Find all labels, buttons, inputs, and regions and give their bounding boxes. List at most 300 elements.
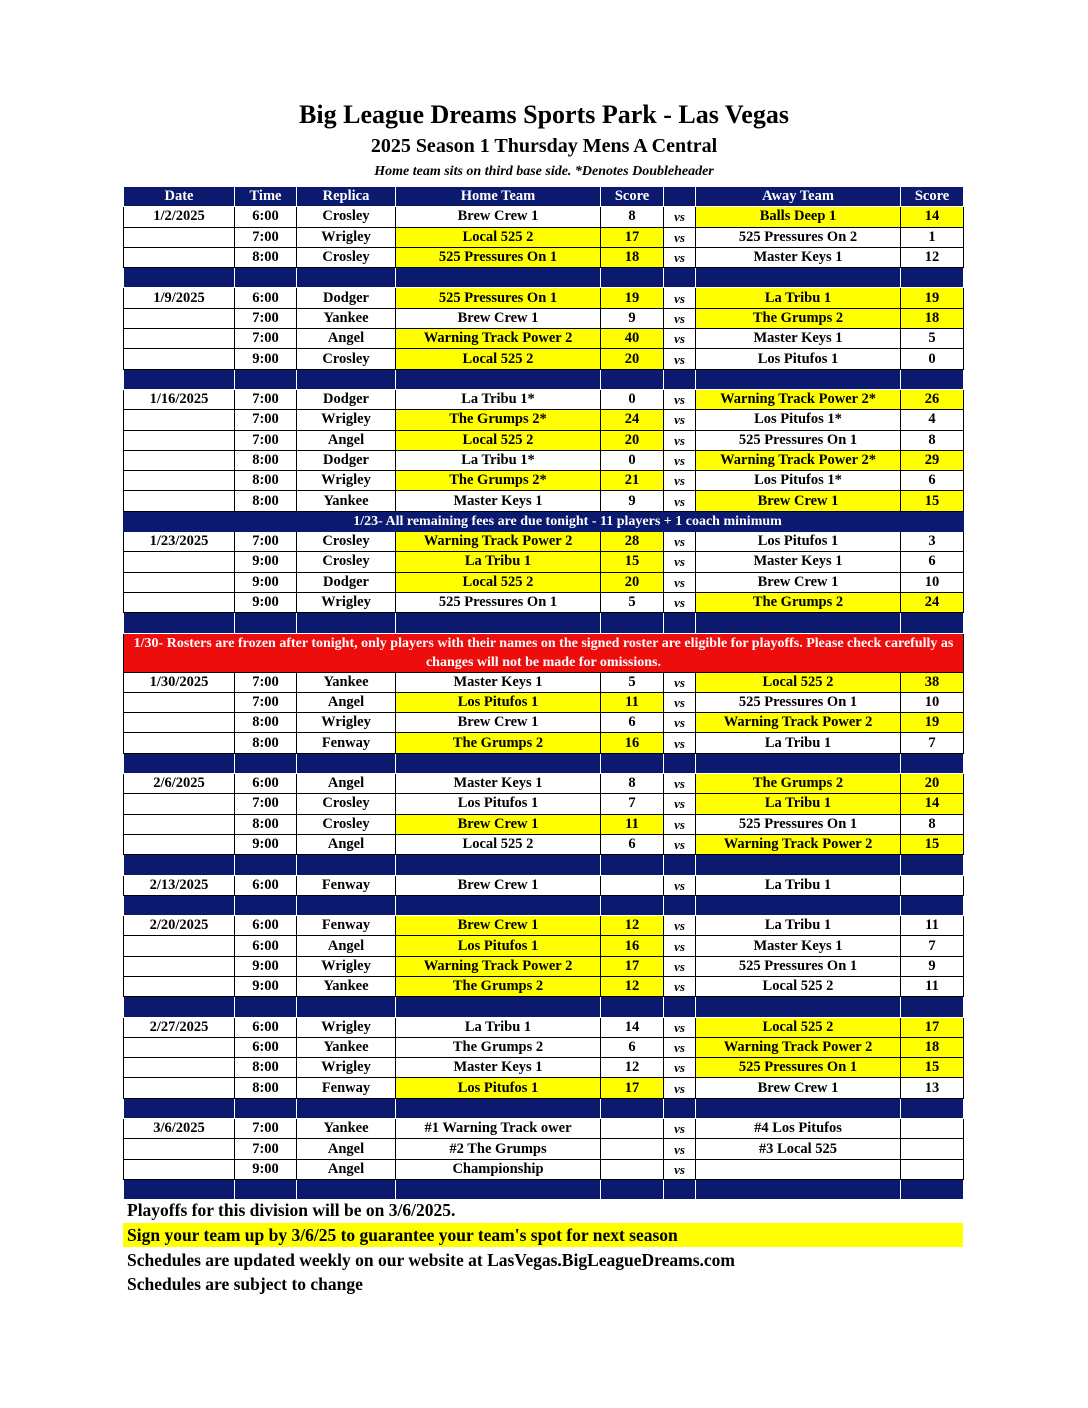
home-score: 12	[601, 916, 664, 936]
home-score: 20	[601, 572, 664, 592]
game-date	[124, 936, 235, 956]
home-score: 21	[601, 471, 664, 491]
away-score: 1	[901, 227, 964, 247]
game-time: 8:00	[235, 247, 297, 267]
separator-cell	[901, 613, 964, 633]
separator-cell	[601, 895, 664, 915]
vs-label: vs	[664, 733, 696, 753]
away-score: 18	[901, 308, 964, 328]
game-date	[124, 814, 235, 834]
game-field: Fenway	[297, 875, 396, 895]
home-score: 5	[601, 672, 664, 692]
away-team: Local 525 2	[696, 672, 901, 692]
home-score: 40	[601, 329, 664, 349]
game-time: 8:00	[235, 450, 297, 470]
separator-cell	[696, 369, 901, 389]
game-date	[124, 247, 235, 267]
separator-cell	[601, 855, 664, 875]
game-field: Wrigley	[297, 227, 396, 247]
game-date: 3/6/2025	[124, 1119, 235, 1139]
home-score: 19	[601, 288, 664, 308]
roster-alert-row	[124, 633, 964, 672]
vs-label: vs	[664, 875, 696, 895]
game-field: Yankee	[297, 308, 396, 328]
away-score: 6	[901, 471, 964, 491]
game-date: 2/6/2025	[124, 774, 235, 794]
game-field: Yankee	[297, 976, 396, 996]
separator-cell	[124, 613, 235, 633]
game-date	[124, 592, 235, 612]
home-team: The Grumps 2	[396, 733, 601, 753]
game-date: 1/16/2025	[124, 389, 235, 409]
game-time: 9:00	[235, 592, 297, 612]
vs-label: vs	[664, 672, 696, 692]
away-score: 5	[901, 329, 964, 349]
vs-label: vs	[664, 794, 696, 814]
page-title: Big League Dreams Sports Park - Las Vegas	[299, 100, 789, 129]
table-row	[124, 1119, 964, 1139]
home-score: 7	[601, 794, 664, 814]
game-date: 1/30/2025	[124, 672, 235, 692]
table-row	[124, 1058, 964, 1078]
away-team: La Tribu 1	[696, 288, 901, 308]
away-score: 11	[901, 916, 964, 936]
game-date	[124, 1159, 235, 1179]
week-separator	[124, 895, 964, 915]
separator-cell	[601, 1179, 664, 1199]
home-team: Local 525 2	[396, 572, 601, 592]
table-row	[124, 552, 964, 572]
separator-cell	[235, 855, 297, 875]
game-date	[124, 956, 235, 976]
separator-cell	[235, 1179, 297, 1199]
game-date	[124, 1078, 235, 1098]
away-team: 525 Pressures On 2	[696, 227, 901, 247]
vs-label: vs	[664, 410, 696, 430]
vs-label: vs	[664, 329, 696, 349]
away-team: Warning Track Power 2*	[696, 450, 901, 470]
away-team: Master Keys 1	[696, 247, 901, 267]
table-row	[124, 976, 964, 996]
separator-cell	[297, 268, 396, 288]
game-date: 2/27/2025	[124, 1017, 235, 1037]
vs-label: vs	[664, 692, 696, 712]
game-field: Crosley	[297, 247, 396, 267]
game-time: 7:00	[235, 227, 297, 247]
away-score: 6	[901, 552, 964, 572]
away-team: Balls Deep 1	[696, 207, 901, 227]
table-row	[124, 1159, 964, 1179]
game-time: 8:00	[235, 733, 297, 753]
game-time: 9:00	[235, 552, 297, 572]
table-row	[124, 389, 964, 409]
away-score: 19	[901, 713, 964, 733]
home-score: 6	[601, 713, 664, 733]
table-row	[124, 916, 964, 936]
vs-label: vs	[664, 814, 696, 834]
away-team	[696, 1159, 901, 1179]
game-date	[124, 794, 235, 814]
separator-cell	[696, 613, 901, 633]
separator-cell	[297, 613, 396, 633]
col-home-team: Home Team	[396, 187, 601, 207]
away-score: 29	[901, 450, 964, 470]
separator-cell	[901, 997, 964, 1017]
game-time: 6:00	[235, 1037, 297, 1057]
home-team: Los Pitufos 1	[396, 936, 601, 956]
home-team: Local 525 2	[396, 349, 601, 369]
away-score	[901, 1119, 964, 1139]
table-row	[124, 532, 964, 552]
separator-cell	[396, 369, 601, 389]
separator-cell	[396, 1179, 601, 1199]
table-header-row	[124, 187, 964, 207]
week-separator	[124, 753, 964, 773]
away-team: Los Pitufos 1*	[696, 471, 901, 491]
separator-cell	[601, 613, 664, 633]
away-team: 525 Pressures On 1	[696, 1058, 901, 1078]
note-spacer	[124, 511, 235, 531]
game-field: Yankee	[297, 491, 396, 511]
game-field: Crosley	[297, 532, 396, 552]
game-date	[124, 349, 235, 369]
separator-cell	[297, 1179, 396, 1199]
col-away-team: Away Team	[696, 187, 901, 207]
away-score: 0	[901, 349, 964, 369]
separator-cell	[297, 895, 396, 915]
away-score: 18	[901, 1037, 964, 1057]
game-field: Wrigley	[297, 1017, 396, 1037]
separator-cell	[235, 895, 297, 915]
home-score: 17	[601, 227, 664, 247]
game-time: 6:00	[235, 207, 297, 227]
home-score: 8	[601, 774, 664, 794]
home-team: Warning Track Power 2	[396, 329, 601, 349]
vs-label: vs	[664, 572, 696, 592]
away-score: 14	[901, 207, 964, 227]
home-team: La Tribu 1*	[396, 450, 601, 470]
home-team: The Grumps 2	[396, 976, 601, 996]
separator-cell	[396, 268, 601, 288]
game-date: 1/23/2025	[124, 532, 235, 552]
home-team: Master Keys 1	[396, 1058, 601, 1078]
game-date: 2/13/2025	[124, 875, 235, 895]
game-field: Fenway	[297, 733, 396, 753]
separator-cell	[124, 1098, 235, 1118]
vs-label: vs	[664, 349, 696, 369]
game-field: Crosley	[297, 349, 396, 369]
away-score: 8	[901, 814, 964, 834]
home-team: Los Pitufos 1	[396, 692, 601, 712]
separator-cell	[601, 997, 664, 1017]
roster-alert: 1/30- Rosters are frozen after tonight, only players with their names on the signed roster are eligible for playoffs. Please check carefully as changes will not be made for omissions.	[124, 633, 964, 672]
vs-label: vs	[664, 288, 696, 308]
away-team: Warning Track Power 2	[696, 834, 901, 854]
page-subtitle: 2025 Season 1 Thursday Mens A Central	[370, 135, 718, 157]
home-team: Brew Crew 1	[396, 207, 601, 227]
vs-label: vs	[664, 1159, 696, 1179]
vs-label: vs	[664, 247, 696, 267]
home-score: 9	[601, 308, 664, 328]
game-time: 7:00	[235, 1139, 297, 1159]
separator-cell	[664, 613, 696, 633]
game-time: 9:00	[235, 956, 297, 976]
home-score: 6	[601, 834, 664, 854]
game-field: Wrigley	[297, 713, 396, 733]
away-team: The Grumps 2	[696, 592, 901, 612]
home-team: Brew Crew 1	[396, 875, 601, 895]
away-team: Brew Crew 1	[696, 1078, 901, 1098]
header-note: Home team sits on third base side. *Denotes Doubleheader	[374, 164, 714, 179]
table-row	[124, 410, 964, 430]
home-score: 8	[601, 207, 664, 227]
col-time: Time	[235, 187, 297, 207]
game-field: Dodger	[297, 389, 396, 409]
vs-label: vs	[664, 227, 696, 247]
game-field: Wrigley	[297, 592, 396, 612]
separator-cell	[664, 1179, 696, 1199]
vs-label: vs	[664, 916, 696, 936]
separator-cell	[601, 369, 664, 389]
table-row	[124, 308, 964, 328]
away-score: 13	[901, 1078, 964, 1098]
fees-note: 1/23- All remaining fees are due tonight - 11 players + 1 coach minimum	[235, 511, 901, 531]
away-score: 15	[901, 834, 964, 854]
away-team: Warning Track Power 2*	[696, 389, 901, 409]
vs-label: vs	[664, 592, 696, 612]
game-field: Fenway	[297, 1078, 396, 1098]
home-score: 9	[601, 491, 664, 511]
vs-label: vs	[664, 389, 696, 409]
game-time: 8:00	[235, 1078, 297, 1098]
home-team: La Tribu 1	[396, 1017, 601, 1037]
home-score: 17	[601, 1078, 664, 1098]
game-date: 2/20/2025	[124, 916, 235, 936]
away-team: Master Keys 1	[696, 552, 901, 572]
away-score: 10	[901, 572, 964, 592]
separator-cell	[124, 997, 235, 1017]
separator-cell	[235, 997, 297, 1017]
game-date: 1/9/2025	[124, 288, 235, 308]
vs-label: vs	[664, 552, 696, 572]
away-score: 19	[901, 288, 964, 308]
home-score: 15	[601, 552, 664, 572]
vs-label: vs	[664, 774, 696, 794]
game-date	[124, 572, 235, 592]
separator-cell	[696, 895, 901, 915]
table-row	[124, 430, 964, 450]
separator-cell	[664, 997, 696, 1017]
away-team: 525 Pressures On 1	[696, 956, 901, 976]
separator-cell	[901, 753, 964, 773]
vs-label: vs	[664, 1017, 696, 1037]
home-score	[601, 875, 664, 895]
table-row	[124, 227, 964, 247]
vs-label: vs	[664, 491, 696, 511]
home-score: 20	[601, 430, 664, 450]
home-team: Warning Track Power 2	[396, 956, 601, 976]
table-row	[124, 572, 964, 592]
away-team: The Grumps 2	[696, 774, 901, 794]
away-score	[901, 875, 964, 895]
home-team: Brew Crew 1	[396, 916, 601, 936]
away-team: #3 Local 525	[696, 1139, 901, 1159]
game-time: 6:00	[235, 774, 297, 794]
game-time: 6:00	[235, 288, 297, 308]
home-score: 12	[601, 1058, 664, 1078]
home-score	[601, 1119, 664, 1139]
separator-cell	[901, 268, 964, 288]
separator-cell	[601, 753, 664, 773]
home-score: 0	[601, 389, 664, 409]
vs-label: vs	[664, 976, 696, 996]
table-row	[124, 207, 964, 227]
game-field: Angel	[297, 1159, 396, 1179]
separator-cell	[124, 1179, 235, 1199]
game-time: 9:00	[235, 976, 297, 996]
table-row	[124, 450, 964, 470]
game-field: Wrigley	[297, 471, 396, 491]
game-field: Angel	[297, 774, 396, 794]
game-date	[124, 1037, 235, 1057]
separator-cell	[901, 855, 964, 875]
table-row	[124, 1139, 964, 1159]
table-row	[124, 834, 964, 854]
separator-cell	[696, 753, 901, 773]
separator-cell	[696, 1179, 901, 1199]
table-row	[124, 349, 964, 369]
separator-cell	[235, 613, 297, 633]
separator-cell	[297, 369, 396, 389]
away-score: 15	[901, 1058, 964, 1078]
home-score: 5	[601, 592, 664, 612]
away-score: 24	[901, 592, 964, 612]
week-separator	[124, 997, 964, 1017]
away-team: The Grumps 2	[696, 308, 901, 328]
week-separator	[124, 268, 964, 288]
home-team: Warning Track Power 2	[396, 532, 601, 552]
home-team: The Grumps 2	[396, 1037, 601, 1057]
table-row	[124, 875, 964, 895]
separator-cell	[396, 855, 601, 875]
game-field: Angel	[297, 692, 396, 712]
home-score: 6	[601, 1037, 664, 1057]
game-date	[124, 410, 235, 430]
disclaimer-note: Schedules are subject to change	[127, 1274, 363, 1294]
separator-cell	[601, 1098, 664, 1118]
game-time: 7:00	[235, 794, 297, 814]
game-time: 9:00	[235, 572, 297, 592]
table-row	[124, 936, 964, 956]
vs-label: vs	[664, 532, 696, 552]
vs-label: vs	[664, 450, 696, 470]
vs-label: vs	[664, 834, 696, 854]
separator-cell	[396, 753, 601, 773]
away-score: 3	[901, 532, 964, 552]
home-team: Local 525 2	[396, 227, 601, 247]
away-team: Los Pitufos 1	[696, 349, 901, 369]
game-field: Crosley	[297, 552, 396, 572]
game-date	[124, 471, 235, 491]
away-team: Warning Track Power 2	[696, 1037, 901, 1057]
separator-cell	[396, 895, 601, 915]
separator-cell	[124, 855, 235, 875]
separator-cell	[235, 1098, 297, 1118]
home-score	[601, 1139, 664, 1159]
game-field: Angel	[297, 936, 396, 956]
col-home-score: Score	[601, 187, 664, 207]
table-row	[124, 713, 964, 733]
game-field: Angel	[297, 1139, 396, 1159]
separator-cell	[396, 997, 601, 1017]
away-team: Brew Crew 1	[696, 572, 901, 592]
game-date	[124, 834, 235, 854]
home-score: 28	[601, 532, 664, 552]
game-time: 8:00	[235, 491, 297, 511]
home-score: 16	[601, 936, 664, 956]
game-date	[124, 733, 235, 753]
away-team: Local 525 2	[696, 1017, 901, 1037]
away-team: 525 Pressures On 1	[696, 814, 901, 834]
away-score: 11	[901, 976, 964, 996]
table-row	[124, 956, 964, 976]
game-time: 8:00	[235, 471, 297, 491]
away-team: Los Pitufos 1*	[696, 410, 901, 430]
away-team: #4 Los Pitufos	[696, 1119, 901, 1139]
separator-cell	[901, 895, 964, 915]
game-time: 7:00	[235, 410, 297, 430]
game-field: Dodger	[297, 288, 396, 308]
home-team: 525 Pressures On 1	[396, 592, 601, 612]
week-separator	[124, 855, 964, 875]
separator-cell	[396, 613, 601, 633]
table-row	[124, 592, 964, 612]
game-field: Wrigley	[297, 410, 396, 430]
signup-note: Sign your team up by 3/6/25 to guarantee your team's spot for next season	[123, 1223, 963, 1247]
table-row	[124, 288, 964, 308]
game-time: 6:00	[235, 875, 297, 895]
separator-cell	[235, 369, 297, 389]
playoffs-note: Playoffs for this division will be on 3/6/2025.	[127, 1200, 456, 1220]
table-row	[124, 491, 964, 511]
away-team: La Tribu 1	[696, 916, 901, 936]
separator-cell	[664, 1098, 696, 1118]
separator-cell	[297, 753, 396, 773]
game-date	[124, 430, 235, 450]
home-team: Master Keys 1	[396, 672, 601, 692]
home-team: #2 The Grumps	[396, 1139, 601, 1159]
away-team: Master Keys 1	[696, 936, 901, 956]
away-score: 17	[901, 1017, 964, 1037]
away-score	[901, 1139, 964, 1159]
away-team: La Tribu 1	[696, 875, 901, 895]
separator-cell	[124, 268, 235, 288]
game-time: 6:00	[235, 1017, 297, 1037]
vs-label: vs	[664, 471, 696, 491]
game-time: 8:00	[235, 814, 297, 834]
home-team: The Grumps 2*	[396, 471, 601, 491]
home-team: Local 525 2	[396, 834, 601, 854]
game-time: 7:00	[235, 430, 297, 450]
away-score: 9	[901, 956, 964, 976]
away-score	[901, 1159, 964, 1179]
game-date	[124, 450, 235, 470]
game-field: Yankee	[297, 1037, 396, 1057]
separator-cell	[235, 268, 297, 288]
vs-label: vs	[664, 1058, 696, 1078]
home-team: #1 Warning Track ower	[396, 1119, 601, 1139]
away-team: Warning Track Power 2	[696, 713, 901, 733]
